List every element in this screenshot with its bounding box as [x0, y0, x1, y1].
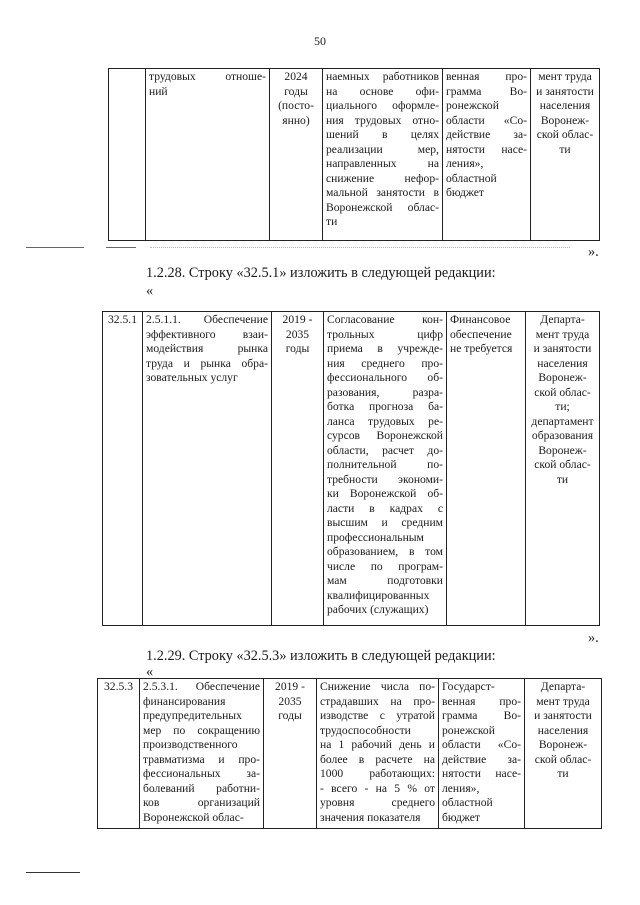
cell-line: квалифицированных	[327, 588, 430, 602]
cell-line: мент труда	[536, 694, 590, 708]
cell-line: области «Со-	[446, 113, 527, 127]
cell-line: Согласование кон-	[327, 313, 443, 326]
cell-line: 2024	[284, 70, 308, 83]
cell-line: циального оформле-	[326, 99, 439, 112]
cell-responsible	[525, 679, 602, 829]
cell-line: на основе офи-	[326, 84, 439, 98]
cell-line: ки Воронежской об-	[327, 487, 443, 500]
cell-line: требности экономи-	[327, 472, 443, 486]
separator-dash	[26, 247, 84, 248]
cell-line: зовательных услуг	[146, 371, 238, 384]
separator-dash	[106, 247, 136, 248]
opening-quote: «	[146, 283, 154, 299]
cell-responsible	[526, 312, 600, 626]
cell-line: 1000 работающих:	[320, 767, 435, 780]
cell-line: мент труда	[535, 327, 590, 341]
cell-line: населения	[539, 99, 591, 112]
cell-line: Снижение числа по-	[320, 680, 435, 693]
cell-line: болеваний работни-	[143, 781, 260, 795]
cell-line: Воронеж-	[538, 738, 588, 751]
cell-line: населения	[537, 356, 588, 370]
cell-line: изводстве с утратой	[320, 709, 435, 722]
cell-line: бюджет	[446, 186, 484, 199]
cell-line: трудоспособности	[320, 723, 411, 737]
table-32-5-3	[97, 678, 602, 829]
cell-line: Воронежской облас-	[143, 810, 244, 824]
cell-line: 2.5.3.1. Обеспечение	[143, 680, 260, 693]
cell-line: снижение нефор-	[326, 171, 439, 185]
cell-line: (посто-	[278, 99, 314, 112]
cell-line: областной	[442, 796, 493, 809]
cell-line: областной	[446, 171, 497, 185]
cell-responsible	[531, 69, 600, 241]
cell-line: 2019 -	[275, 680, 305, 693]
cell-line: страдавших на про-	[320, 694, 435, 708]
cell-line: на 1 рабочий день и	[320, 738, 435, 751]
cell-line: рабочих (служащих)	[327, 603, 429, 616]
cell-line: мер по сокращению	[143, 723, 260, 737]
cell-line: направленных на	[326, 157, 439, 170]
cell-line: полнительной по-	[327, 458, 443, 471]
cell-line: 2.5.1.1. Обеспечение	[146, 313, 268, 326]
cell-line: сурсов Воронежской	[327, 429, 443, 442]
cell-description	[324, 312, 447, 626]
cell-line: значения показателя	[320, 810, 421, 824]
cell-funding	[443, 69, 531, 241]
cell-funding	[447, 312, 526, 626]
cell-line: годы	[284, 84, 308, 98]
cell-measure	[143, 312, 272, 626]
cell-measure	[146, 69, 270, 241]
cell-line: мальной занятости в	[326, 186, 439, 199]
cell-line: Воронеж-	[538, 371, 587, 384]
cell-line: ти	[326, 215, 338, 228]
cell-line: реализации мер,	[326, 142, 439, 156]
table-continuation	[108, 68, 600, 241]
cell-line: мент труда	[538, 70, 592, 83]
cell-period	[270, 69, 323, 241]
closing-quote: ».	[588, 244, 599, 260]
cell-line: ской облас-	[534, 385, 591, 399]
cell-line: финансирования	[143, 694, 226, 708]
cell-line: ской облас-	[534, 752, 592, 766]
cell-line: 2019 -	[282, 313, 313, 326]
cell-line: производственного	[143, 738, 238, 751]
cell-line: ланса трудовых ре-	[327, 414, 443, 428]
cell-line: Департа-	[540, 313, 585, 326]
cell-line: ботка прогноза ба-	[327, 400, 443, 413]
amendment-heading: 1.2.28. Строку «32.5.1» изложить в следующей редакции:	[146, 265, 496, 281]
cell-line: фессиональных за-	[143, 767, 260, 780]
cell-line: травматизма и про-	[143, 752, 260, 766]
cell-line: департамент	[531, 414, 594, 428]
cell-description	[323, 69, 443, 241]
cell-line: области, расчет до-	[327, 443, 443, 457]
cell-line: числе по програм-	[327, 559, 443, 573]
cell-line: ти	[557, 767, 569, 780]
cell-line: ти	[556, 472, 569, 486]
cell-line: 2035	[285, 327, 310, 341]
cell-line: предупредительных	[143, 709, 242, 722]
cell-line: венная про-	[446, 70, 527, 83]
cell-line: и занятости	[534, 709, 592, 722]
amendment-heading: 1.2.29. Строку «32.5.3» изложить в следующей редакции:	[146, 648, 496, 664]
cell-period	[264, 679, 317, 829]
cell-line: ления»,	[446, 157, 484, 170]
cell-line: и занятости	[536, 84, 594, 98]
cell-line: образованием, в том	[327, 545, 443, 558]
cell-line: не требуется	[450, 342, 513, 355]
cell-funding	[439, 679, 525, 829]
opening-quote: «	[146, 664, 154, 680]
cell-line: венная про-	[442, 694, 521, 708]
page-number: 50	[314, 34, 326, 48]
cell-line: Воронежской облас-	[326, 200, 439, 214]
cell-line: более в расчете на	[320, 752, 435, 766]
cell-line: нятости насе-	[446, 142, 527, 156]
cell-line: шений в целях	[326, 128, 439, 141]
cell-line: ния трудовых отно-	[326, 113, 439, 127]
cell-line: годы	[278, 709, 302, 722]
cell-line: образования	[531, 429, 594, 442]
cell-line: - всего - на 5 % от	[320, 781, 435, 795]
cell-line: бюджет	[442, 810, 480, 824]
cell-line: наемных работников	[326, 70, 439, 83]
cell-line: ронежской	[442, 723, 495, 737]
cell-line: грамма Во-	[446, 84, 527, 98]
cell-line: разования, разра-	[327, 385, 443, 399]
cell-line: области «Со-	[442, 738, 521, 751]
cell-line: действие за-	[446, 128, 527, 141]
cell-line: трудовых отноше-	[149, 70, 266, 83]
cell-number	[98, 679, 140, 829]
cell-line: и занятости	[533, 342, 592, 355]
cell-measure	[140, 679, 264, 829]
cell-line: профессиональным	[327, 530, 424, 544]
cell-description	[317, 679, 439, 829]
cell-line: грамма Во-	[442, 709, 521, 722]
cell-line: ний	[149, 84, 168, 98]
cell-line: ской облас-	[534, 458, 591, 471]
cell-line: фессионального об-	[327, 371, 443, 384]
cell-line: модействия рынка	[146, 342, 268, 355]
cell-line: 32.5.1	[108, 313, 137, 326]
cell-line: обеспечение	[450, 327, 512, 341]
cell-line: эффективного взаи-	[146, 327, 268, 341]
cell-line: мам подготовки	[327, 574, 443, 587]
cell-line: высшим и средним	[327, 516, 443, 529]
cell-line: годы	[285, 342, 310, 355]
cell-line: Финансовое	[450, 313, 511, 326]
cell-line: 2035	[278, 694, 302, 708]
cell-line: ния среднего про-	[327, 356, 443, 370]
cell-line: 32.5.3	[104, 680, 133, 693]
cell-line: Департа-	[540, 680, 586, 693]
cell-line: населения	[537, 723, 589, 737]
cell-line: ласти в кадрах с	[327, 501, 443, 515]
closing-quote: ».	[588, 630, 599, 646]
cell-line: ления»,	[442, 781, 480, 795]
cell-line: действие за-	[442, 752, 521, 766]
cell-period	[272, 312, 324, 626]
table-32-5-1	[102, 311, 600, 626]
cell-line: ти;	[555, 400, 570, 413]
cell-line: уровня среднего	[320, 796, 435, 809]
cell-line: ков организаций	[143, 796, 260, 809]
cell-line: труда и рынка обра-	[146, 356, 268, 370]
cell-line: янно)	[282, 113, 310, 127]
cell-line: Государст-	[442, 680, 495, 693]
separator-dots	[150, 247, 570, 248]
cell-line: трольных цифр	[327, 327, 443, 341]
cell-line: ти	[559, 142, 571, 156]
cell-line: Воронеж-	[540, 113, 590, 127]
cell-line: ронежской	[446, 99, 499, 112]
cell-line: приема в учрежде-	[327, 342, 443, 355]
cell-line: нятости насе-	[442, 767, 521, 780]
cell-line: Воронеж-	[538, 443, 587, 457]
cell-number	[103, 312, 143, 626]
cell-line: ской облас-	[536, 128, 594, 141]
cell-number	[109, 69, 146, 241]
footer-rule	[26, 872, 80, 873]
